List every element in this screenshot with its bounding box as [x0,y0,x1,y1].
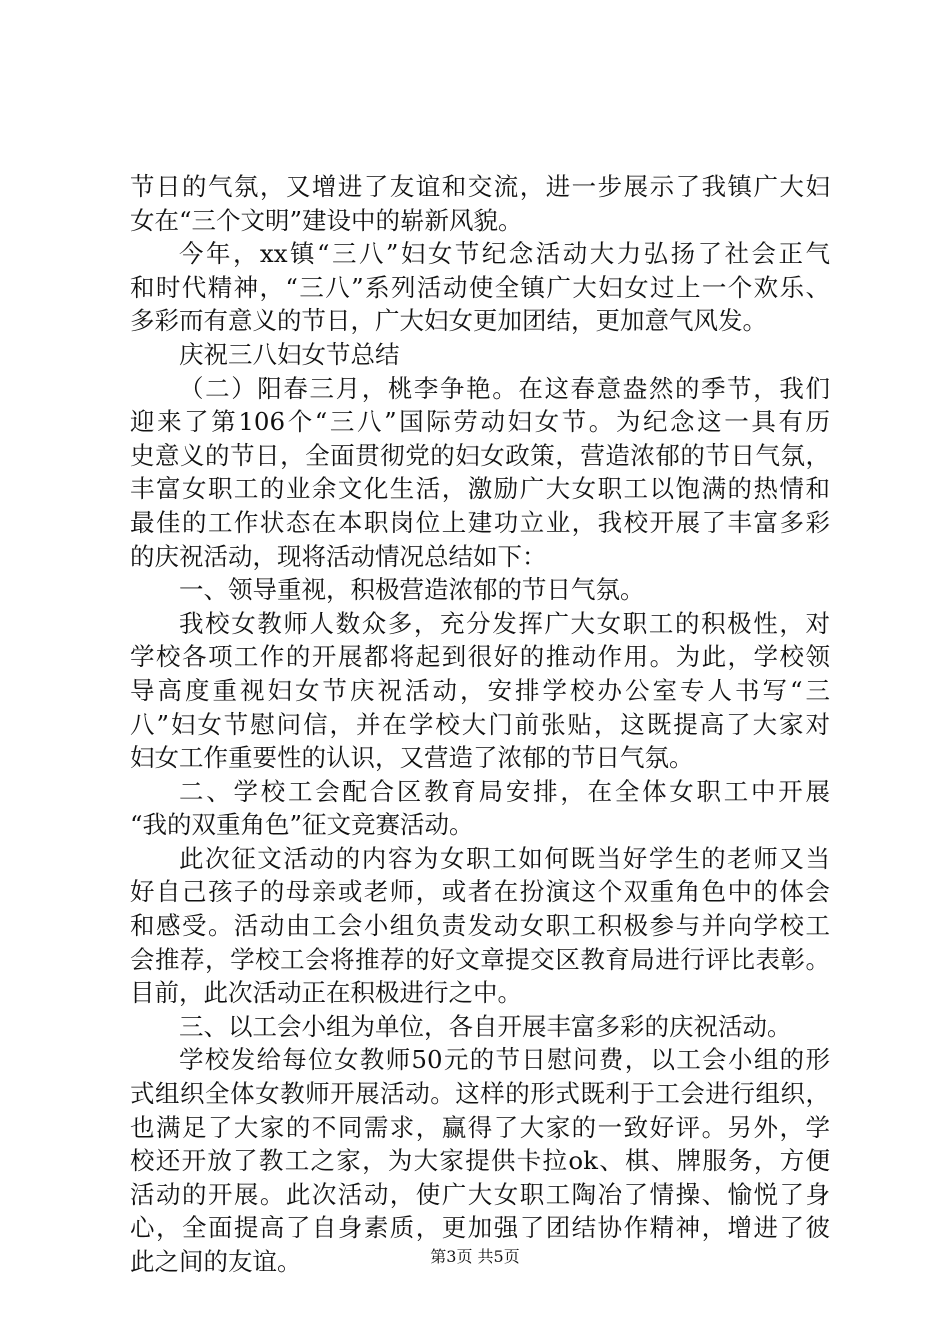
text-line: 史意义的节日，全面贯彻党的妇女政策，营造浓郁的节日气氛， [130,440,830,470]
text-line: 也满足了大家的不同需求，赢得了大家的一致好评。另外，学 [130,1112,830,1142]
text-line: （二）阳春三月，桃李争艳。在这春意盎然的季节，我们 [179,373,830,403]
text-line: 一、领导重视，积极营造浓郁的节日气氛。 [179,575,645,605]
text-line: 二、学校工会配合区教育局安排，在全体女职工中开展 [179,776,830,806]
text-line: 和感受。活动由工会小组负责发动女职工积极参与并向学校工 [130,911,830,941]
page-footer: 第3页 共5页 [430,1247,520,1266]
text-line: 迎来了第106个“三八”国际劳动妇女节。为纪念这一具有历 [130,407,830,437]
text-line: 此之间的友谊。 [130,1247,302,1276]
text-line: 三、以工会小组为单位，各自开展丰富多彩的庆祝活动。 [179,1011,792,1041]
text-line: 会推荐，学校工会将推荐的好文章提交区教育局进行评比表彰。 [130,944,830,974]
text-line: 今年，xx镇“三八”妇女节纪念活动大力弘扬了社会正气 [179,239,830,269]
text-line: 好自己孩子的母亲或老师，或者在扮演这个双重角色中的体会 [130,877,830,907]
text-line: 此次征文活动的内容为女职工如何既当好学生的老师又当 [179,843,830,873]
text-line: 女在“三个文明”建设中的崭新风貌。 [130,205,523,235]
text-line: 活动的开展。此次活动，使广大女职工陶冶了情操、愉悦了身 [130,1179,830,1209]
text-line: 心，全面提高了自身素质，更加强了团结协作精神，增进了彼 [130,1213,830,1243]
text-line: 学校发给每位女教师50元的节日慰问费，以工会小组的形 [179,1045,830,1075]
text-line: 八”妇女节慰问信，并在学校大门前张贴，这既提高了大家对 [130,709,830,739]
text-line: 的庆祝活动，现将活动情况总结如下： [130,541,547,571]
text-line: 学校各项工作的开展都将起到很好的推动作用。为此，学校领 [130,642,830,672]
text-line: 式组织全体女教师开展活动。这样的形式既利于工会进行组织， [130,1079,830,1109]
text-line: 庆祝三八妇女节总结 [179,339,400,369]
text-line: 目前，此次活动正在积极进行之中。 [130,978,522,1008]
text-line: 和时代精神，“三八”系列活动使全镇广大妇女过上一个欢乐、 [130,272,830,302]
text-line: 多彩而有意义的节日，广大妇女更加团结，更加意气风发。 [130,306,767,336]
document-body [130,170,830,1279]
text-line: 校还开放了教工之家，为大家提供卡拉ok、棋、牌服务，方便 [130,1146,830,1176]
text-line: 节日的气氛，又增进了友谊和交流，进一步展示了我镇广大妇 [130,172,830,201]
text-line: 导高度重视妇女节庆祝活动，安排学校办公室专人书写“三 [130,675,830,705]
text-line: 妇女工作重要性的认识，又营造了浓郁的节日气氛。 [130,743,694,773]
text-line: 我校女教师人数众多，充分发挥广大女职工的积极性，对 [179,608,830,638]
text-line: 最佳的工作状态在本职岗位上建功立业，我校开展了丰富多彩 [130,507,830,537]
text-line: “我的双重角色”征文竞赛活动。 [130,810,474,840]
text-line: 丰富女职工的业余文化生活，激励广大女职工以饱满的热情和 [130,474,830,504]
